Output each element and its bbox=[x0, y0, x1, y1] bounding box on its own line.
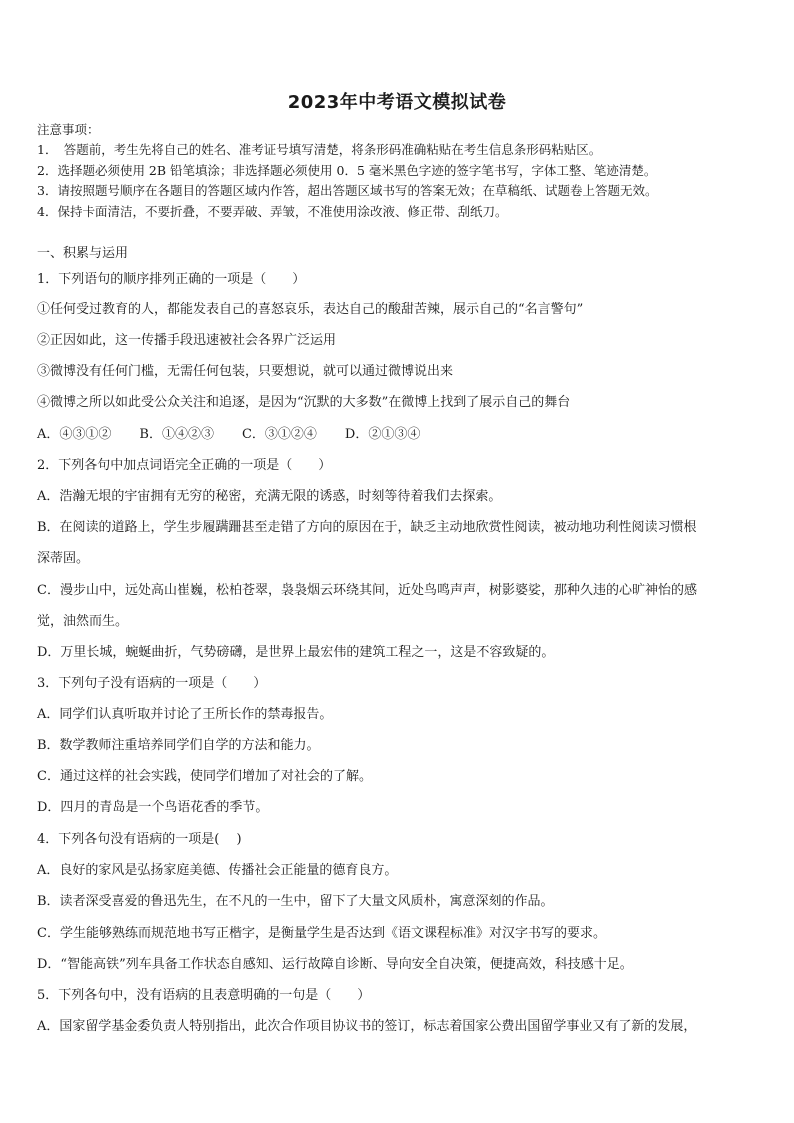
question-stem: 4．下列各句没有语病的一项是( ) bbox=[37, 832, 242, 847]
option-c: C．通过这样的社会实践，使同学们增加了对社会的了解。 bbox=[37, 769, 372, 784]
notice-item: 4．保持卡面清洁，不要折叠，不要弄破、弄皱，不准使用涂改液、修正带、刮纸刀。 bbox=[37, 204, 508, 219]
option-a: A．良好的家风是弘扬家庭美德、传播社会正能量的德育良方。 bbox=[37, 863, 398, 878]
option-b-cont: 深蒂固。 bbox=[37, 551, 90, 566]
sentence-item: ④微博之所以如此受公众关注和追逐，是因为“沉默的大多数”在微博上找到了展示自己的舞台 bbox=[37, 395, 571, 410]
option-d: D．②①③④ bbox=[344, 427, 421, 442]
option-b: B．①④②③ bbox=[139, 427, 214, 442]
question-stem: 5．下列各句中，没有语病的且表意明确的一句是（ ） bbox=[37, 988, 371, 1003]
option-c: C．学生能够熟练而规范地书写正楷字，是衡量学生是否达到《语文课程标准》对汉字书写的要求。 bbox=[37, 926, 606, 941]
sentence-item: ③微博没有任何门槛，无需任何包装，只要想说，就可以通过微博说出来 bbox=[37, 364, 454, 379]
option-b: B．在阅读的道路上，学生步履蹒跚甚至走错了方向的原因在于，缺乏主动地欣赏性阅读，被动地功利性阅读习惯根 bbox=[37, 520, 697, 535]
option-d: D．万里长城，蜿蜒曲折，气势磅礴，是世界上最宏伟的建筑工程之一，这是不容致疑的。 bbox=[37, 645, 555, 660]
notice-item: 1． 答题前，考生先将自己的姓名、准考证号填写清楚，将条形码准确粘贴在考生信息条形码粘贴区。 bbox=[37, 142, 602, 157]
option-a: A．同学们认真听取并讨论了王所长作的禁毒报告。 bbox=[37, 707, 333, 722]
option-d: D．四月的青岛是一个鸟语花香的季节。 bbox=[37, 800, 269, 815]
notice-item: 2．选择题必须使用 2B 铅笔填涂；非选择题必须使用 0．5 毫米黑色字迹的签字笔书写，字体工整、笔迹清楚。 bbox=[37, 163, 657, 178]
section-heading: 一、积累与运用 bbox=[37, 246, 129, 261]
exam-page bbox=[37, 0, 757, 1123]
option-c: C．漫步山中，远处高山崔巍，松柏苍翠，袅袅烟云环绕其间，近处鸟鸣声声，树影婆娑，那种久违的心旷神怡的感 bbox=[37, 583, 697, 598]
option-c: C．③①②④ bbox=[241, 427, 317, 442]
page-title: 2023年中考语文模拟试卷 bbox=[287, 92, 507, 113]
option-b: B．读者深受喜爱的鲁迅先生，在不凡的一生中，留下了大量文风质朴，寓意深刻的作品。 bbox=[37, 894, 554, 909]
option-b: B．数学教师注重培养同学们自学的方法和能力。 bbox=[37, 738, 320, 753]
option-a: A．国家留学基金委负责人特别指出，此次合作项目协议书的签订，标志着国家公费出国留学事业又有了新的发展， bbox=[37, 1019, 697, 1034]
question-stem: 1．下列语句的顺序排列正确的一项是（ ） bbox=[37, 272, 306, 287]
option-d: D．“智能高铁”列车具备工作状态自感知、运行故障自诊断、导向安全自决策，便捷高效，科技感十足。 bbox=[37, 957, 633, 972]
notice-heading: 注意事项： bbox=[37, 122, 100, 137]
sentence-item: ②正因如此，这一传播手段迅速被社会各界广泛运用 bbox=[37, 333, 337, 348]
option-row bbox=[37, 427, 448, 443]
notice-item: 3．请按照题号顺序在各题目的答题区域内作答，超出答题区域书写的答案无效；在草稿纸、试题卷上答题无效。 bbox=[37, 183, 658, 198]
question-stem: 2．下列各句中加点词语完全正确的一项是（ ） bbox=[37, 458, 332, 473]
sentence-item: ①任何受过教育的人，都能发表自己的喜怒哀乐，表达自己的酸甜苦辣，展示自己的“名言警句” bbox=[37, 302, 584, 317]
option-a: A．浩瀚无垠的宇宙拥有无穷的秘密，充满无限的诱惑，时刻等待着我们去探索。 bbox=[37, 489, 502, 504]
option-c-cont: 觉，油然而生。 bbox=[37, 614, 129, 629]
option-a: A．④③①② bbox=[37, 427, 112, 442]
question-stem: 3．下列句子没有语病的一项是（ ） bbox=[37, 676, 267, 691]
